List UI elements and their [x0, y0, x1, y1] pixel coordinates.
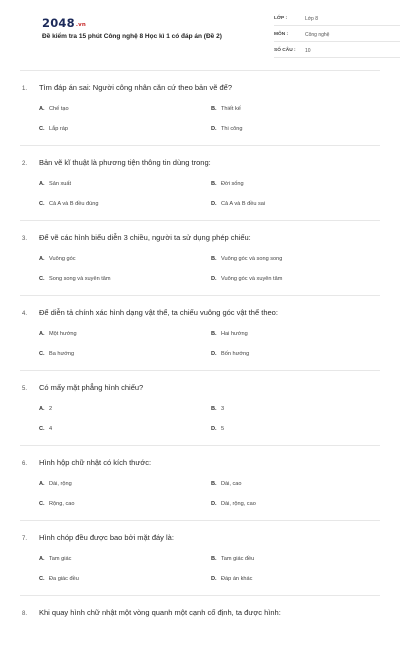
answer-option[interactable] [39, 181, 71, 187]
answer-option[interactable] [39, 256, 76, 262]
option-text: Dài, cao [221, 481, 242, 487]
answer-option[interactable] [39, 406, 52, 412]
option-text: Ba hướng [49, 351, 75, 357]
option-letter: C. [39, 501, 45, 507]
answer-option[interactable] [39, 276, 111, 282]
meta-value: Công nghệ [305, 31, 330, 38]
option-text: Vuông góc [49, 256, 76, 262]
option-text: Thi công [221, 126, 243, 132]
option-letter: D. [211, 501, 217, 507]
answer-option[interactable] [211, 126, 242, 132]
question-prompt: Hình hộp chữ nhật có kích thước: [39, 458, 152, 467]
option-letter: D. [211, 126, 217, 132]
option-text: Đời sống [221, 181, 244, 187]
question-number: 7. [22, 536, 28, 542]
question-number: 4. [22, 311, 28, 317]
option-text: Chế tạo [49, 106, 69, 112]
option-text: Đáp án khác [221, 576, 253, 582]
option-text: Rộng, cao [49, 501, 75, 507]
question-prompt: Bản vẽ kĩ thuật là phương tiện thông tin dùng trong: [39, 158, 211, 167]
question-1 [20, 70, 380, 145]
option-letter: A. [39, 406, 45, 412]
question-text [22, 533, 174, 542]
option-letter: B. [211, 481, 217, 487]
meta-label: SỐ CÂU : [274, 48, 296, 53]
question-text [22, 458, 151, 467]
answer-option[interactable] [39, 331, 77, 337]
option-letter: A. [39, 181, 45, 187]
answer-option[interactable] [39, 201, 98, 207]
option-letter: B. [211, 406, 217, 412]
question-number: 2. [22, 161, 28, 167]
option-text: 4 [49, 426, 53, 432]
option-letter: A. [39, 481, 45, 487]
option-letter: B. [211, 181, 217, 187]
option-letter: B. [211, 106, 217, 112]
answer-option[interactable] [211, 331, 248, 337]
question-prompt: Có mấy mặt phẳng hình chiếu? [39, 383, 144, 392]
option-letter: B. [211, 256, 217, 262]
answer-option[interactable] [39, 426, 52, 432]
answer-option[interactable] [211, 256, 282, 262]
question-number: 3. [22, 236, 28, 242]
option-text: Cả A và B đều sai [221, 201, 266, 207]
meta-value: Lớp 8 [305, 15, 319, 22]
answer-option[interactable] [211, 576, 252, 582]
question-prompt: Để vẽ các hình biểu diễn 3 chiều, người ta sử dụng phép chiếu: [39, 233, 251, 242]
answer-option[interactable] [211, 276, 282, 282]
option-letter: B. [211, 556, 217, 562]
meta-row-count [274, 44, 400, 58]
answer-option[interactable] [211, 481, 242, 487]
option-letter: D. [211, 276, 217, 282]
option-letter: C. [39, 126, 45, 132]
question-text [22, 158, 211, 167]
question-5 [20, 370, 380, 445]
question-prompt: Tìm đáp án sai: Người công nhân căn cứ theo bản vẽ để? [39, 83, 232, 92]
option-letter: C. [39, 201, 45, 207]
answer-option[interactable] [211, 181, 244, 187]
question-6 [20, 445, 380, 520]
option-text: Thiết kế [221, 106, 241, 112]
option-letter: D. [211, 576, 217, 582]
option-text: Vuông góc và song song [221, 256, 283, 262]
option-text: Tam giác [49, 556, 72, 562]
answer-option[interactable] [39, 106, 69, 112]
site-logo[interactable] [42, 16, 86, 30]
question-prompt: Để diễn tả chính xác hình dạng vật thể, ta chiếu vuông góc vật thể theo: [39, 308, 278, 317]
answer-option[interactable] [39, 556, 71, 562]
question-number: 8. [22, 611, 28, 617]
option-letter: A. [39, 106, 45, 112]
option-text: Cả A và B đều đúng [49, 201, 99, 207]
answer-option[interactable] [211, 556, 254, 562]
page-title: Đề kiểm tra 15 phút Công nghệ 8 Học kì 1 có đáp án (Đề 2) [42, 33, 222, 40]
question-8 [20, 595, 380, 670]
answer-option[interactable] [211, 106, 241, 112]
option-text: 5 [221, 426, 225, 432]
answer-option[interactable] [39, 351, 74, 357]
logo-text: 2048 [42, 16, 75, 30]
question-prompt: Khi quay hình chữ nhật một vòng quanh một cạnh cố định, ta được hình: [39, 608, 281, 617]
answer-option[interactable] [211, 406, 224, 412]
question-list [20, 70, 380, 670]
question-4 [20, 295, 380, 370]
option-letter: C. [39, 426, 45, 432]
option-text: Đa giác đều [49, 576, 79, 582]
meta-row-subject [274, 28, 400, 42]
question-prompt: Hình chóp đều được bao bởi mặt đáy là: [39, 533, 174, 542]
option-letter: C. [39, 576, 45, 582]
meta-label: MÔN : [274, 32, 289, 37]
option-text: Bốn hướng [221, 351, 250, 357]
option-letter: D. [211, 201, 217, 207]
answer-option[interactable] [39, 501, 75, 507]
option-text: Song song và xuyên tâm [49, 276, 111, 282]
option-letter: C. [39, 351, 45, 357]
answer-option[interactable] [211, 351, 249, 357]
question-text [22, 308, 278, 317]
meta-value: 10 [305, 47, 311, 54]
question-number: 6. [22, 461, 28, 467]
option-letter: A. [39, 556, 45, 562]
option-text: Một hướng [49, 331, 77, 337]
option-text: Dài, rộng, cao [221, 501, 256, 507]
option-letter: A. [39, 331, 45, 337]
option-text: Vuông góc và xuyên tâm [221, 276, 283, 282]
answer-option[interactable] [39, 481, 72, 487]
meta-label: LỚP : [274, 16, 288, 21]
question-number: 1. [22, 86, 28, 92]
answer-option[interactable] [211, 201, 265, 207]
option-letter: D. [211, 426, 217, 432]
option-text: Sản xuất [49, 181, 72, 187]
answer-option[interactable] [39, 126, 68, 132]
answer-option[interactable] [211, 426, 224, 432]
question-text [22, 608, 281, 617]
quiz-meta [274, 12, 400, 60]
question-2 [20, 145, 380, 220]
question-text [22, 83, 232, 92]
option-text: Tam giác đều [221, 556, 255, 562]
page-header [20, 0, 380, 70]
option-text: 2 [49, 406, 53, 412]
option-text: Dài, rộng [49, 481, 72, 487]
question-7 [20, 520, 380, 595]
option-text: Lắp ráp [49, 126, 68, 132]
question-text [22, 233, 251, 242]
option-letter: C. [39, 276, 45, 282]
meta-row-class [274, 12, 400, 26]
option-letter: D. [211, 351, 217, 357]
option-letter: A. [39, 256, 45, 262]
answer-option[interactable] [39, 576, 79, 582]
question-3 [20, 220, 380, 295]
option-letter: B. [211, 331, 217, 337]
option-text: Hai hướng [221, 331, 248, 337]
question-number: 5. [22, 386, 28, 392]
answer-option[interactable] [211, 501, 256, 507]
logo-suffix: .vn [75, 22, 87, 28]
question-text [22, 383, 143, 392]
option-text: 3 [221, 406, 225, 412]
